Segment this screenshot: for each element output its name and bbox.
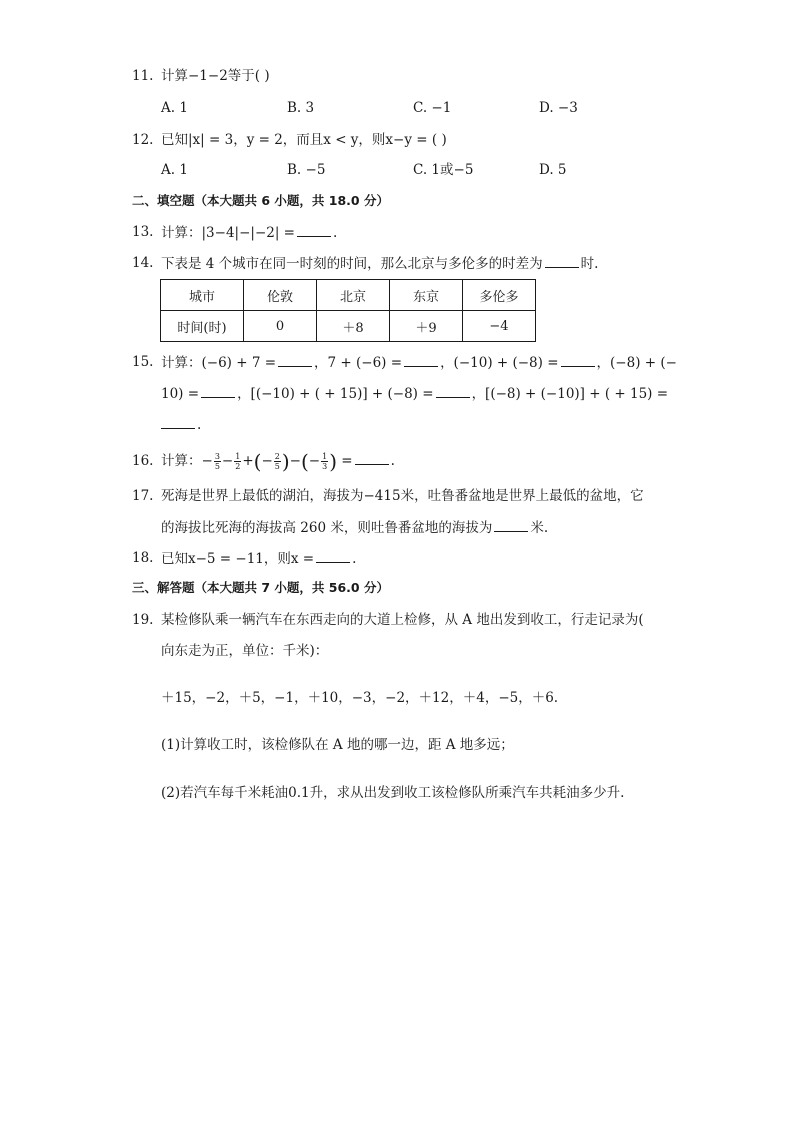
answer-blank	[297, 222, 331, 237]
table-header-row	[161, 280, 536, 311]
option-b: B. −5	[287, 162, 326, 178]
option-a: A. 1	[161, 162, 188, 178]
question-stem: 计算：(−6) + 7 = ，7 + (−6) = ，(−10) + (−8) = ，(−8) + (−	[161, 352, 677, 373]
option-a: A. 1	[161, 100, 188, 116]
question-stem: 计算：|3−4|−|−2| = .	[161, 222, 337, 243]
fraction: $\frac{1}{2}$	[235, 452, 241, 471]
table-cell: 时间(时)	[161, 311, 244, 342]
question-stem: 下表是 4 个城市在同一时刻的时间，那么北京与多伦多的时差为 时.	[161, 253, 598, 274]
table-cell: 多伦多	[463, 280, 536, 311]
table-cell: ＋9	[390, 311, 463, 342]
question-number: 18.	[132, 550, 154, 566]
table-row	[161, 311, 536, 342]
fraction: $\frac{2}{5}$	[274, 452, 280, 471]
fraction: $\frac{1}{3}$	[322, 452, 328, 471]
table-cell: 0	[244, 311, 317, 342]
document-page: 11. 计算−1−2等于( ) A. 1 B. 3 C. −1 D. −3 12. 已知|x| = 3，y = 2，而且x < y，则x−y = ( ) A. 1 B. −5 C. 1或−5 D. 5 二、填空题（本大题共 6 小题，共 18.0 分） 13. 计算：|3−4|−|−2| = . 14. 下表是 4 个城市在同一时刻的时间，那么北京与多伦多的时差为 时. 城市 伦敦 北京 东京 多伦多 时间(时) 0 ＋8 ＋9 −4 15. 计算：(−6) + 7 = ，7 + (−6) = ，(−10) + (−8) = ，(−8) + (− 10) = ，[(−10) + ( + 15)] + (−8) = ，[(−8) + (−10)] + ( + 15) = . 16. 计算：− $\frac{3}{5}$ − $\frac{1}{2}$ +(− $\frac{2}{5}$ )−(− $\frac{1}{3}$ ) = . 17. 死海是世界上最低的湖泊，海拔为−415米，吐鲁番盆地是世界上最低的盆地，它 的海拔比死海的海拔高 260 米，则吐鲁番盆地的海拔为 米. 18. 已知x−5 = −11，则x = . 三、解答题（本大题共 7 小题，共 56.0 分） 19. 某检修队乘一辆汽车在东西走向的大道上检修，从 A 地出发到收工，行走记录为( 向东走为正，单位：千米)： ＋15，−2，＋5，−1，＋10，−3，−2，＋12，＋4，−5，＋6. (1)计算收工时，该检修队在 A 地的哪一边，距 A 地多远； (2)若汽车每千米耗油0.1升，求从出发到收工该检修队所乘汽车共耗油多少升.	[132, 68, 677, 801]
question-number: 17.	[132, 488, 154, 504]
option-d: D. 5	[539, 162, 567, 178]
answer-blank	[545, 253, 579, 268]
table-cell: 北京	[317, 280, 390, 311]
table-cell: 城市	[161, 280, 244, 311]
option-c: C. −1	[413, 100, 452, 116]
question-stem: 死海是世界上最低的湖泊，海拔为−415米，吐鲁番盆地是世界上最低的盆地，它	[161, 488, 644, 504]
question-stem: 计算：− $\frac{3}{5}$ − $\frac{1}{2}$ +(− $\frac{2}{5}$ )−(− $\frac{1}{3}$ ) = .	[161, 449, 395, 474]
answer-blank	[201, 383, 235, 398]
section-heading-fill-in: 二、填空题（本大题共 6 小题，共 18.0 分）	[132, 193, 389, 208]
option-c: C. 1或−5	[413, 162, 474, 178]
question-stem: 已知|x| = 3，y = 2，而且x < y，则x−y = ( )	[161, 132, 447, 148]
answer-blank	[355, 450, 389, 465]
answer-blank	[404, 352, 438, 367]
table-cell: 东京	[390, 280, 463, 311]
question-number: 19.	[132, 612, 154, 628]
question-number: 13.	[132, 224, 154, 240]
option-b: B. 3	[287, 100, 315, 116]
table-cell: ＋8	[317, 311, 390, 342]
fraction: $\frac{3}{5}$	[214, 452, 220, 471]
question-number: 14.	[132, 255, 154, 271]
question-number: 15.	[132, 354, 154, 370]
question-stem: 计算−1−2等于( )	[161, 68, 270, 84]
answer-blank	[561, 352, 595, 367]
option-d: D. −3	[539, 100, 578, 116]
question-number: 11.	[132, 68, 154, 84]
table-cell: 伦敦	[244, 280, 317, 311]
answer-blank	[278, 352, 312, 367]
answer-blank	[436, 383, 470, 398]
table-cell: −4	[463, 311, 536, 342]
question-number: 16.	[132, 453, 154, 469]
section-heading-solve: 三、解答题（本大题共 7 小题，共 56.0 分）	[132, 580, 389, 595]
answer-blank	[316, 548, 350, 563]
question-number: 12.	[132, 132, 154, 148]
question-stem: 某检修队乘一辆汽车在东西走向的大道上检修，从 A 地出发到收工，行走记录为(	[161, 612, 644, 628]
question-stem: 已知x−5 = −11，则x = .	[161, 548, 356, 569]
city-time-table	[160, 279, 536, 342]
answer-blank	[161, 414, 195, 429]
answer-blank	[494, 517, 528, 532]
